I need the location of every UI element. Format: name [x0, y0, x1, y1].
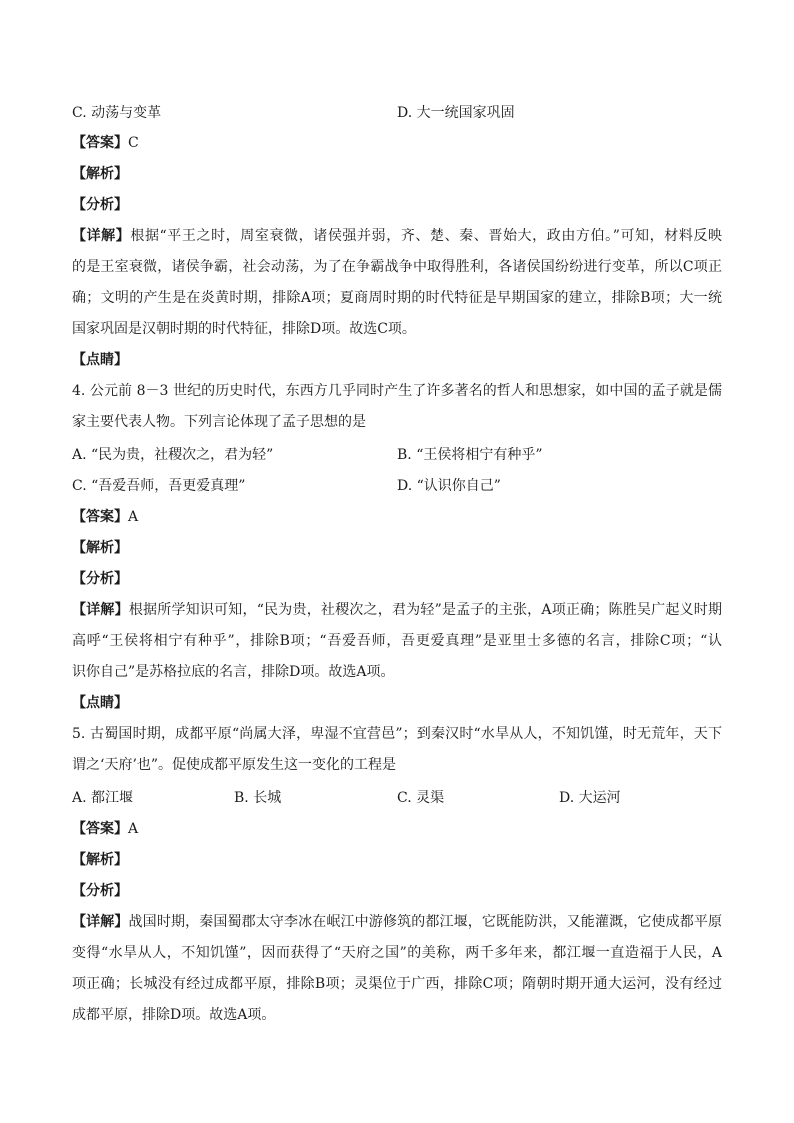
q4-stem [72, 376, 722, 438]
stem-line: 5. 古蜀国时期，成都平原“尚属大泽，卑湿不宜营邑”；到秦汉时“水旱从人，不知饥馑，时无荒年，天下 [72, 726, 722, 742]
q3-option-c: C. 动荡与变革 [72, 105, 162, 121]
q4-detail [72, 595, 722, 688]
answer-tag: 【答案】 [72, 135, 128, 151]
detail-tag: 【详解】 [72, 914, 129, 930]
q3-answer [72, 133, 722, 153]
answer-value: C [128, 135, 139, 151]
q5-option-d: D. 大运河 [559, 790, 621, 806]
q5-option-b: B. 长城 [234, 790, 282, 806]
q5-answer [72, 819, 722, 839]
stem-line: 家主要代表人物。下列言论体现了孟子思想的是 [72, 414, 366, 430]
detail-line: 高呼“王侯将相宁有种乎”，排除B项；“吾爱吾师，吾更爱真理”是亚里士多德的名言，排除C项；“认 [72, 633, 722, 649]
q3-option-d: D. 大一统国家巩固 [397, 105, 515, 121]
q4-option-a: A. “民为贵，社稷次之，君为轻” [72, 447, 274, 463]
answer-tag: 【答案】 [72, 509, 128, 525]
q4-answer [72, 507, 722, 527]
answer-value: A [128, 821, 139, 837]
answer-value: A [128, 509, 139, 525]
detail-line: 【详解】战国时期，秦国蜀郡太守李冰在岷江中游修筑的都江堰，它既能防洪，又能灌溉，它使成都平原 [72, 914, 723, 930]
q5-option-c: C. 灵渠 [397, 790, 445, 806]
q4-option-c: C. “吾爱吾师，吾更爱真理” [72, 478, 246, 494]
detail-line: 【详解】根据“平王之时，周室衰微，诸侯强并弱，齐、楚、秦、晋始大，政由方伯。”可知，材料反映 [72, 228, 723, 244]
q4-option-d: D. “认识你自己” [397, 478, 501, 494]
detail-line: 识你自己”是苏格拉底的名言，排除D项。故选A项。 [72, 664, 395, 680]
stem-line: 谓之‘天府’也”。促使成都平原发生这一变化的工程是 [72, 757, 397, 773]
detail-line: 变得“水旱从人，不知饥馑”，因而获得了“天府之国”的美称，两千多年来，都江堰一直造福于人民，A [72, 945, 722, 961]
detail-line: 【详解】根据所学知识可知，“民为贵，社稷次之，君为轻”是孟子的主张，A项正确；陈胜吴广起义时期 [72, 602, 722, 618]
q5-analysis-heading: 【解析】 [72, 852, 128, 868]
q5-detail [72, 907, 722, 1031]
detail-tag: 【详解】 [72, 228, 131, 244]
detail-line: 成都平原，排除D项。故选A项。 [72, 1007, 276, 1023]
q4-option-b: B. “王侯将相宁有种乎” [397, 447, 543, 463]
detail-line: 国家巩固是汉朝时期的时代特征，排除D项。故选C项。 [72, 321, 416, 337]
q5-stem [72, 719, 722, 781]
q3-fenxi-heading: 【分析】 [72, 197, 128, 213]
q4-dianjing-heading: 【点睛】 [72, 695, 128, 711]
q3-detail [72, 221, 722, 345]
q3-dianjing-heading: 【点睛】 [72, 352, 128, 368]
detail-line: 确；文明的产生是在炎黄时期，排除A项；夏商周时期的时代特征是早期国家的建立，排除B项；大一统 [72, 290, 722, 306]
detail-line: 项正确；长城没有经过成都平原，排除B项；灵渠位于广西，排除C项；隋朝时期开通大运河，没有经过 [72, 976, 722, 992]
q4-analysis-heading: 【解析】 [72, 540, 128, 556]
q5-fenxi-heading: 【分析】 [72, 883, 128, 899]
q3-analysis-heading: 【解析】 [72, 166, 128, 182]
answer-tag: 【答案】 [72, 821, 128, 837]
q5-option-a: A. 都江堰 [72, 790, 134, 806]
detail-line: 的是王室衰微，诸侯争霸，社会动荡，为了在争霸战争中取得胜利，各诸侯国纷纷进行变革，所以C项正 [72, 259, 722, 275]
q4-fenxi-heading: 【分析】 [72, 571, 128, 587]
detail-tag: 【详解】 [72, 602, 129, 618]
stem-line: 4. 公元前 8－3 世纪的历史时代，东西方几乎同时产生了许多著名的哲人和思想家，如中国的孟子就是儒 [72, 383, 722, 399]
